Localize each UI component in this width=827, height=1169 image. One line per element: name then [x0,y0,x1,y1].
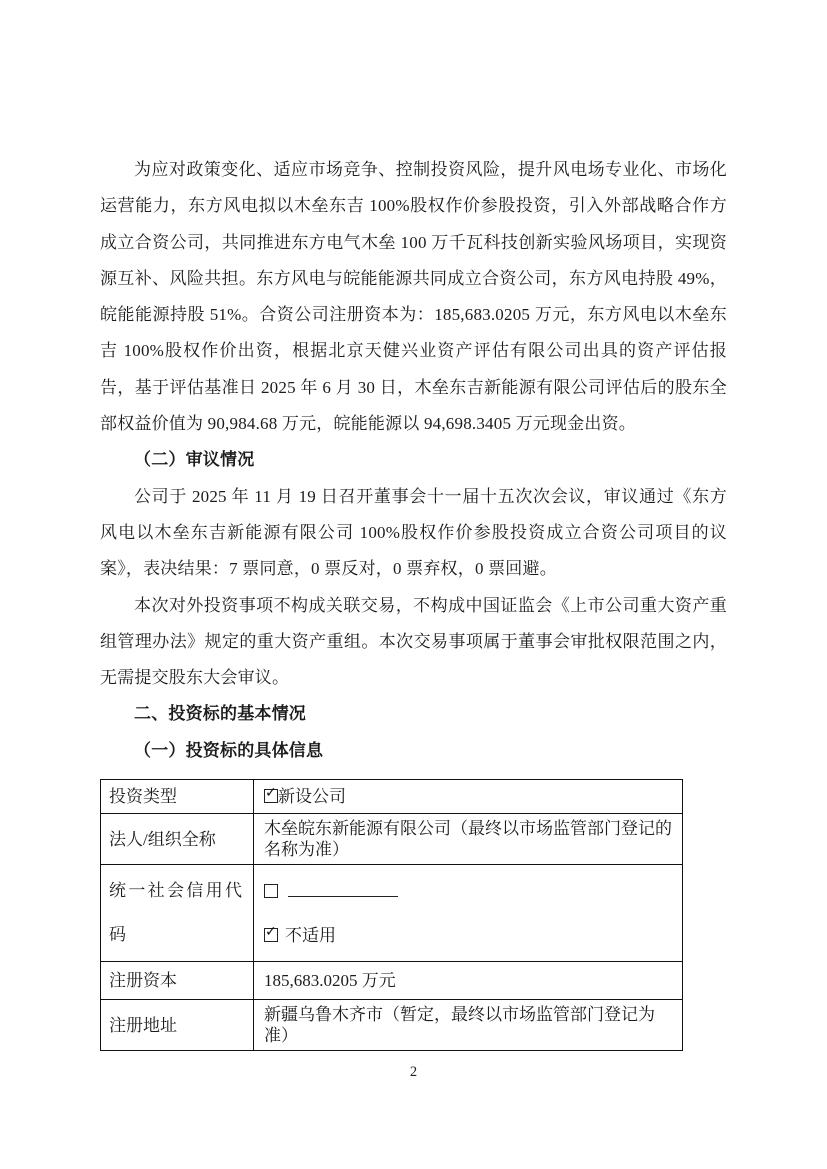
checkbox-checked-icon: ✓ [265,785,277,802]
heading-target-details: （一）投资标的具体信息 [134,740,324,760]
page-number: 2 [409,1064,418,1080]
table-row-unified-social-credit-code [101,865,683,962]
heading-target-basic-info: 二、投资标的基本情况 [134,704,306,724]
table-row-registered-address [101,1000,683,1051]
row-label: 注册资本 [101,962,254,1000]
row-label: 注册地址 [101,1000,254,1051]
table-row-legal-name [101,814,683,865]
uscc-option-blank [264,881,677,902]
option-label: 新设公司 [278,787,346,807]
row-value: 木垒皖东新能源有限公司（最终以市场监管部门登记的名称为准） [254,814,683,865]
investment-target-table [100,779,683,1051]
table-row-investment-type [101,780,683,814]
row-value [254,865,683,962]
heading-review-status: （二）审议情况 [134,450,255,470]
document-body [100,152,727,1051]
row-label: 统一社会信用代码 [101,865,254,962]
row-value [254,780,683,814]
row-label: 投资类型 [101,780,254,814]
row-value: 185,683.0205 万元 [254,962,683,1000]
paragraph-board-meeting: 公司于 2025 年 11 月 19 日召开董事会十一届十五次次会议，审议通过《东方风电以木垒东吉新能源有限公司 100%股权作价参股投资成立合资公司项目的议案》，表决结果：7 票同意，0 票反对，0 票弃权，0 票回避。 [100,486,727,579]
uscc-option-not-applicable [264,925,677,946]
checkbox-unchecked-icon [264,884,278,898]
paragraph-investment-background: 为应对政策变化、适应市场竞争、控制投资风险，提升风电场专业化、市场化运营能力，东方风电拟以木垒东吉 100%股权作价参股投资，引入外部战略合作方成立合资公司，共同推进东方电气木垒 100 万千瓦科技创新实验风场项目，实现资源互补、风险共担。东方风电与皖能能源共同成立合资公司，东方风电持股 49%，皖能能源持股 51%。合资公司注册资本为：185,683.0205 万元，东方风电以木垒东吉 100%股权作价出资，根据北京天健兴业资产评估有限公司出具的资产评估报告，基于评估基准日 2025 年 6 月 30 日，木垒东吉新能源有限公司评估后的股东全部权益价值为 90,984.68 万元，皖能能源以 94,698.3405 万元现金出资。 [100,160,727,434]
checkbox-checked-icon: ✓ [265,923,277,940]
row-label: 法人/组织全称 [101,814,254,865]
investment-type-option [264,787,346,806]
paragraph-no-related-transaction: 本次对外投资事项不构成关联交易，不构成中国证监会《上市公司重大资产重组管理办法》规定的重大资产重组。本次交易事项属于董事会审批权限范围之内，无需提交股东大会审议。 [100,595,727,688]
option-label: 不适用 [285,925,336,945]
table-row-registered-capital [101,962,683,1000]
row-value: 新疆乌鲁木齐市（暂定，最终以市场监管部门登记为准） [254,1000,683,1051]
blank-underline [288,884,398,897]
